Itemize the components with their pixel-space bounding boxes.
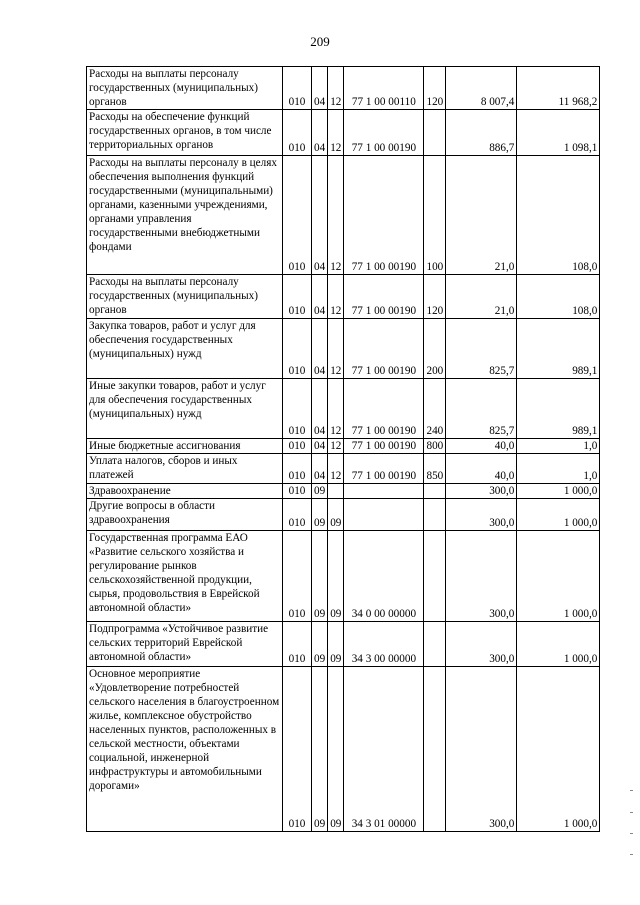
cell-ved: 010 — [283, 275, 312, 319]
cell-ved: 010 — [283, 499, 312, 531]
cell-vr — [424, 531, 446, 622]
table-row — [87, 454, 600, 484]
cell-value-2: 1 000,0 — [517, 499, 600, 531]
table-body — [87, 67, 600, 832]
cell-csr: 77 1 00 00190 — [344, 156, 424, 275]
cell-ved: 010 — [283, 110, 312, 156]
cell-rz: 09 — [312, 499, 328, 531]
table-row — [87, 156, 600, 275]
cell-pr: 09 — [328, 622, 344, 667]
table-row — [87, 484, 600, 499]
cell-rz: 04 — [312, 319, 328, 379]
cell-value-1: 300,0 — [446, 622, 517, 667]
scan-speck — [630, 812, 633, 813]
budget-table — [86, 66, 600, 832]
cell-ved: 010 — [283, 379, 312, 439]
cell-value-2: 108,0 — [517, 275, 600, 319]
cell-value-1: 300,0 — [446, 531, 517, 622]
cell-ved: 010 — [283, 156, 312, 275]
cell-value-1: 300,0 — [446, 499, 517, 531]
cell-rz: 04 — [312, 275, 328, 319]
cell-name: Расходы на выплаты персоналу государственных (муниципальных) органов — [87, 67, 283, 110]
cell-name: Государственная программа ЕАО «Развитие сельского хозяйства и регулирование рынков сельскохозяйственной продукции, сырья, продовольствия в Еврейской автономной области» — [87, 531, 283, 622]
cell-ved: 010 — [283, 531, 312, 622]
cell-value-2: 1 000,0 — [517, 667, 600, 832]
cell-value-2: 1 000,0 — [517, 531, 600, 622]
cell-vr: 120 — [424, 67, 446, 110]
cell-csr: 77 1 00 00190 — [344, 319, 424, 379]
scan-speck — [630, 833, 633, 834]
cell-value-1: 825,7 — [446, 319, 517, 379]
cell-value-1: 300,0 — [446, 667, 517, 832]
cell-value-2: 108,0 — [517, 156, 600, 275]
cell-name: Иные закупки товаров, работ и услуг для обеспечения государственных (муниципальных) нужд — [87, 379, 283, 439]
cell-value-1: 40,0 — [446, 454, 517, 484]
cell-rz: 04 — [312, 379, 328, 439]
cell-csr — [344, 499, 424, 531]
cell-rz: 09 — [312, 667, 328, 832]
cell-name: Расходы на выплаты персоналу государственных (муниципальных) органов — [87, 275, 283, 319]
cell-pr: 12 — [328, 454, 344, 484]
cell-pr: 09 — [328, 499, 344, 531]
table-row — [87, 531, 600, 622]
cell-value-2: 1 098,1 — [517, 110, 600, 156]
cell-pr: 12 — [328, 439, 344, 454]
cell-csr: 34 0 00 00000 — [344, 531, 424, 622]
cell-vr: 120 — [424, 275, 446, 319]
cell-value-1: 21,0 — [446, 156, 517, 275]
cell-csr: 77 1 00 00190 — [344, 275, 424, 319]
cell-value-1: 825,7 — [446, 379, 517, 439]
scan-speck — [630, 790, 633, 791]
cell-value-1: 300,0 — [446, 484, 517, 499]
cell-rz: 04 — [312, 156, 328, 275]
cell-vr — [424, 499, 446, 531]
cell-pr: 09 — [328, 667, 344, 832]
cell-value-2: 1 000,0 — [517, 484, 600, 499]
cell-csr: 77 1 00 00190 — [344, 454, 424, 484]
cell-pr: 12 — [328, 379, 344, 439]
cell-value-2: 11 968,2 — [517, 67, 600, 110]
cell-vr: 850 — [424, 454, 446, 484]
cell-value-1: 886,7 — [446, 110, 517, 156]
cell-csr: 34 3 00 00000 — [344, 622, 424, 667]
cell-vr — [424, 110, 446, 156]
table-row — [87, 110, 600, 156]
cell-ved: 010 — [283, 484, 312, 499]
cell-name: Другие вопросы в области здравоохранения — [87, 499, 283, 531]
cell-csr — [344, 484, 424, 499]
cell-name: Подпрограмма «Устойчивое развитие сельских территорий Еврейской автономной области» — [87, 622, 283, 667]
cell-vr: 200 — [424, 319, 446, 379]
cell-ved: 010 — [283, 667, 312, 832]
cell-rz: 09 — [312, 484, 328, 499]
cell-csr: 77 1 00 00190 — [344, 379, 424, 439]
cell-pr: 12 — [328, 110, 344, 156]
cell-pr: 12 — [328, 156, 344, 275]
cell-rz: 04 — [312, 439, 328, 454]
cell-name: Закупка товаров, работ и услуг для обеспечения государственных (муниципальных) нужд — [87, 319, 283, 379]
cell-name: Уплата налогов, сборов и иных платежей — [87, 454, 283, 484]
cell-ved: 010 — [283, 319, 312, 379]
cell-rz: 09 — [312, 531, 328, 622]
cell-name: Расходы на обеспечение функций государственных органов, в том числе территориальных органов — [87, 110, 283, 156]
page-number: 209 — [310, 34, 330, 49]
cell-csr: 77 1 00 00190 — [344, 110, 424, 156]
table-row — [87, 622, 600, 667]
cell-value-1: 40,0 — [446, 439, 517, 454]
cell-pr: 12 — [328, 275, 344, 319]
cell-pr: 09 — [328, 531, 344, 622]
cell-vr: 100 — [424, 156, 446, 275]
cell-name: Здравоохранение — [87, 484, 283, 499]
cell-ved: 010 — [283, 439, 312, 454]
table-row — [87, 439, 600, 454]
cell-name: Расходы на выплаты персоналу в целях обеспечения выполнения функций государственными (муниципальными) органами, казенными учреждениями, органами управления государственными внебюджетными фондами — [87, 156, 283, 275]
cell-value-2: 989,1 — [517, 319, 600, 379]
cell-value-1: 8 007,4 — [446, 67, 517, 110]
table-row — [87, 67, 600, 110]
cell-rz: 09 — [312, 622, 328, 667]
cell-csr: 34 3 01 00000 — [344, 667, 424, 832]
table-row — [87, 667, 600, 832]
table-row — [87, 319, 600, 379]
cell-name: Иные бюджетные ассигнования — [87, 439, 283, 454]
table-row — [87, 275, 600, 319]
cell-rz: 04 — [312, 67, 328, 110]
cell-vr — [424, 667, 446, 832]
cell-rz: 04 — [312, 110, 328, 156]
cell-name: Основное мероприятие «Удовлетворение потребностей сельского населения в благоустроенном жилье, комплексное обустройство населенных пунктов, расположенных в сельской местности, объектами социальной, инженерной инфраструктуры и автомобильными дорогами» — [87, 667, 283, 832]
cell-value-2: 1,0 — [517, 454, 600, 484]
cell-value-2: 1 000,0 — [517, 622, 600, 667]
table-row — [87, 379, 600, 439]
cell-vr: 800 — [424, 439, 446, 454]
cell-pr: 12 — [328, 67, 344, 110]
cell-csr: 77 1 00 00110 — [344, 67, 424, 110]
cell-value-2: 989,1 — [517, 379, 600, 439]
scan-speck — [630, 854, 633, 855]
cell-vr: 240 — [424, 379, 446, 439]
cell-vr — [424, 622, 446, 667]
cell-value-2: 1,0 — [517, 439, 600, 454]
cell-rz: 04 — [312, 454, 328, 484]
table-row — [87, 499, 600, 531]
cell-pr: 12 — [328, 319, 344, 379]
cell-value-1: 21,0 — [446, 275, 517, 319]
cell-vr — [424, 484, 446, 499]
cell-csr: 77 1 00 00190 — [344, 439, 424, 454]
cell-ved: 010 — [283, 622, 312, 667]
cell-ved: 010 — [283, 67, 312, 110]
cell-ved: 010 — [283, 454, 312, 484]
cell-pr — [328, 484, 344, 499]
